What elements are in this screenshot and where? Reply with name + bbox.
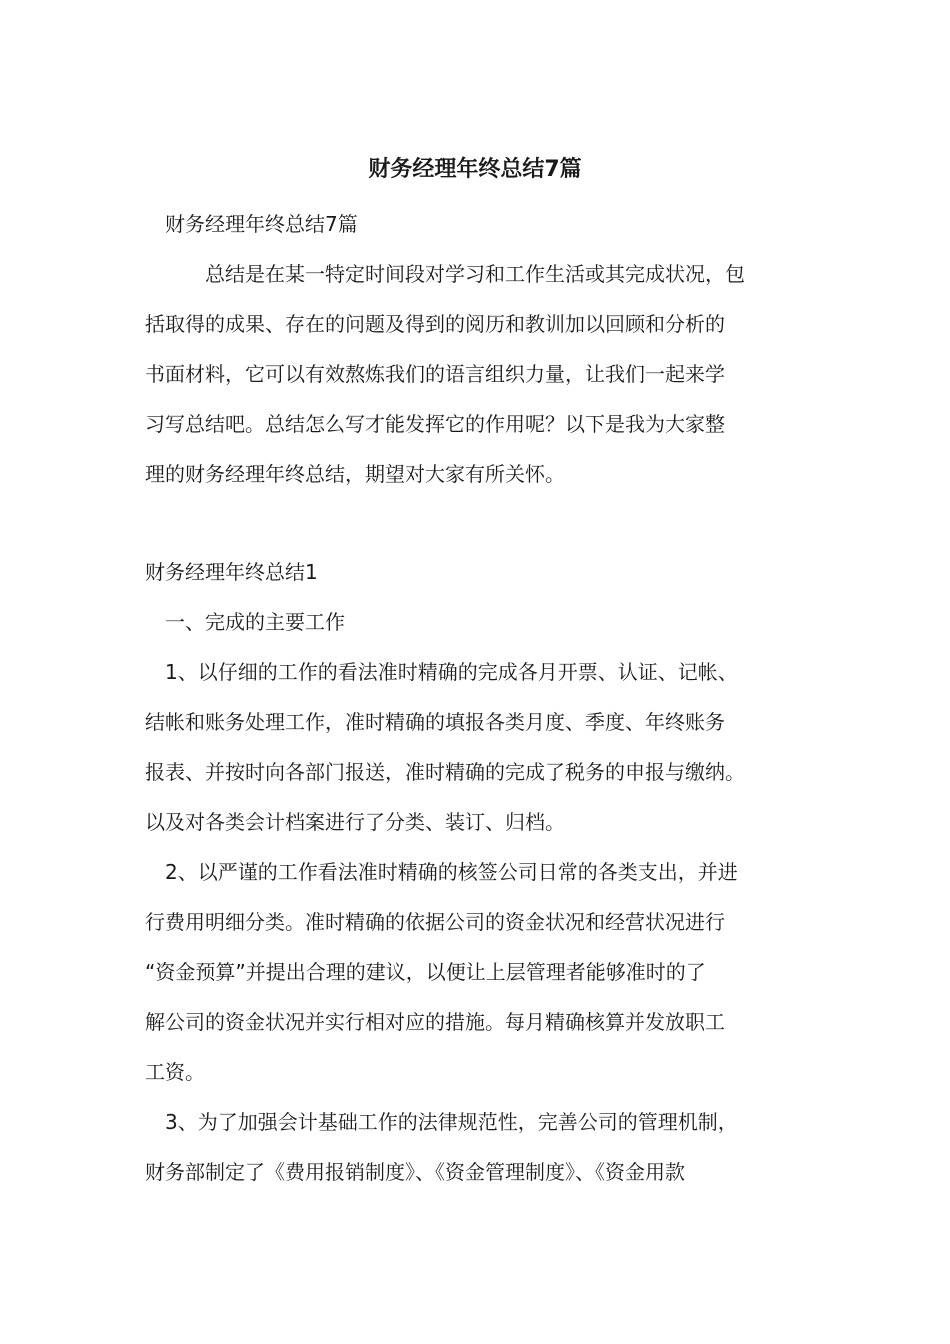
- item-1-line-4: 以及对各类会计档案进行了分类、装订、归档。: [145, 810, 565, 834]
- intro-line-4: 习写总结吧。总结怎么写才能发挥它的作用呢？以下是我为大家整: [145, 412, 725, 436]
- section-heading: 财务经理年终总结1: [145, 560, 318, 584]
- intro-line-3: 书面材料，它可以有效熬炼我们的语言组织力量，让我们一起来学: [145, 362, 725, 386]
- intro-line-1: 总结是在某一特定时间段对学习和工作生活或其完成状况，包: [205, 262, 745, 286]
- subsection-heading: 一、完成的主要工作: [165, 610, 345, 634]
- intro-line-2: 括取得的成果、存在的问题及得到的阅历和教训加以回顾和分析的: [145, 312, 725, 336]
- item-2-line-2: 行费用明细分类。准时精确的依据公司的资金状况和经营状况进行: [145, 910, 725, 934]
- item-3-line-1: 3、为了加强会计基础工作的法律规范性，完善公司的管理机制，: [165, 1110, 738, 1134]
- item-2-line-1: 2、以严谨的工作看法准时精确的核签公司日常的各类支出，并进: [165, 860, 738, 884]
- item-1-line-1: 1、以仔细的工作的看法准时精确的完成各月开票、认证、记帐、: [165, 660, 738, 684]
- item-1-line-3: 报表、并按时向各部门报送，准时精确的完成了税务的申报与缴纳。: [145, 760, 745, 784]
- item-2-line-5: 工资。: [145, 1060, 205, 1084]
- subtitle-line: 财务经理年终总结7篇: [165, 212, 358, 236]
- item-2-line-3: “资金预算”并提出合理的建议，以便让上层管理者能够准时的了: [145, 960, 706, 984]
- item-2-line-4: 解公司的资金状况并实行相对应的措施。每月精确核算并发放职工: [145, 1010, 725, 1034]
- item-3-line-2: 财务部制定了《费用报销制度》、《资金管理制度》、《资金用款: [145, 1160, 685, 1184]
- intro-line-5: 理的财务经理年终总结，期望对大家有所关怀。: [145, 462, 565, 486]
- item-1-line-2: 结帐和账务处理工作，准时精确的填报各类月度、季度、年终账务: [145, 710, 725, 734]
- document-title: 财务经理年终总结7篇: [368, 157, 582, 182]
